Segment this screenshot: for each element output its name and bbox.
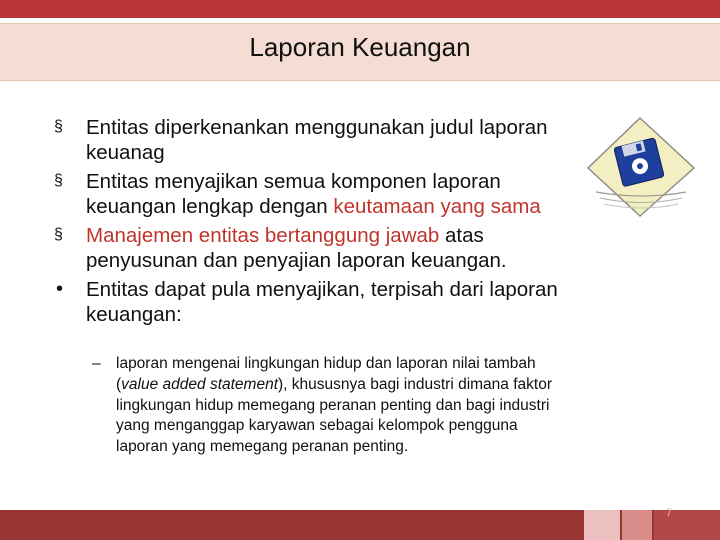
square-bullet-icon: §: [54, 172, 63, 189]
highlighted-text: Manajemen entitas bertanggung jawab: [86, 224, 440, 247]
bullet-text: Entitas menyajikan semua komponen laporan keuangan lengkap dengan: [86, 170, 501, 218]
slide-title: Laporan Keuangan: [249, 32, 471, 62]
sub-bullet-item: [92, 354, 552, 458]
round-bullet-icon: •: [56, 278, 64, 300]
page-number: 7: [665, 507, 673, 519]
bullet-item-2: [54, 169, 584, 219]
bullet-item-1: [54, 115, 584, 165]
bullet-text: Entitas dapat pula menyajikan, terpisah dari laporan keuangan:: [86, 278, 558, 326]
square-bullet-icon: §: [54, 226, 63, 243]
bullet-item-3: [54, 223, 584, 273]
sub-bullet-list: [92, 354, 552, 462]
top-accent-stripe: [0, 0, 720, 18]
bullet-item-4: [54, 277, 584, 327]
bullet-text: Entitas diperkenankan menggunakan judul laporan keuanag: [86, 116, 548, 164]
highlighted-text: keutamaan yang sama: [333, 195, 541, 218]
floppy-disk-icon: [582, 112, 702, 222]
sub-bullet-italic-text: value added statement: [121, 375, 279, 393]
dash-bullet-icon: –: [92, 355, 101, 372]
footer-block: [584, 510, 620, 540]
bullet-list: [54, 115, 584, 331]
sub-bullet-text: laporan mengenai lingkungan hidup dan laporan nilai tambah (: [116, 355, 536, 393]
bullet-text: atas penyusunan dan penyajian laporan keuangan.: [86, 224, 507, 272]
sub-bullet-text-continued: ), khususnya bagi industri dimana faktor lingkungan hidup memegang peranan penting dan bagi industri yang menganggap karyawan sebagai kelompok pengguna laporan yang memegang peranan penting.: [116, 375, 552, 456]
footer-block: [622, 510, 652, 540]
square-bullet-icon: §: [54, 118, 63, 135]
